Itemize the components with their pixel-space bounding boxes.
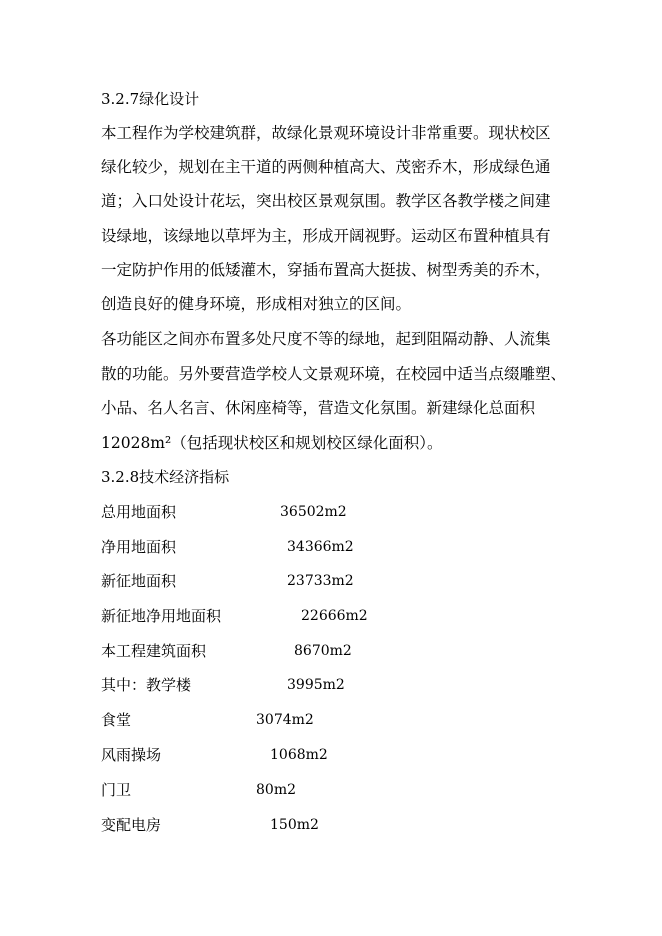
indicator-value: 22666m2 (301, 608, 368, 624)
paragraph-line: 12028m²（包括现状校区和规划校区绿化面积）。 (101, 434, 443, 452)
indicator-value: 36502m2 (280, 504, 347, 520)
section-heading-indicators: 3.2.8技术经济指标 (101, 468, 230, 486)
indicator-value: 3074m2 (256, 712, 314, 728)
paragraph-line: 设绿地，该绿地以草坪为主，形成开阔视野。运动区布置种植具有 (101, 227, 551, 245)
paragraph-line: 各功能区之间亦布置多处尺度不等的绿地，起到阻隔动静、人流集 (101, 330, 551, 348)
indicator-label: 新征地面积 (101, 572, 177, 590)
indicator-label: 门卫 (101, 781, 132, 799)
indicator-value: 150m2 (270, 817, 319, 833)
paragraph-line: 本工程作为学校建筑群，故绿化景观环境设计非常重要。现状校区 (101, 124, 551, 142)
paragraph-line: 创造良好的健身环境，形成相对独立的区间。 (101, 295, 412, 313)
paragraph-line: 道；入口处设计花坛，突出校区景观氛围。教学区各教学楼之间建 (101, 192, 551, 210)
indicator-label: 新征地净用地面积 (101, 607, 222, 625)
indicator-label: 变配电房 (101, 816, 162, 834)
indicator-value: 1068m2 (270, 747, 328, 763)
paragraph-line: 绿化较少，规划在主干道的两侧种植高大、茂密乔木，形成绿色通 (101, 158, 551, 176)
indicator-label: 净用地面积 (101, 538, 177, 556)
indicator-value: 8670m2 (294, 643, 352, 659)
paragraph-line: 小品、名人名言、休闲座椅等，营造文化氛围。新建绿化总面积 (101, 399, 536, 417)
indicator-value: 80m2 (256, 782, 296, 798)
paragraph-line: 散的功能。另外要营造学校人文景观环境，在校园中适当点缀雕塑、 (101, 365, 567, 383)
indicator-label: 本工程建筑面积 (101, 642, 207, 660)
indicator-label: 总用地面积 (101, 503, 177, 521)
paragraph-line: 一定防护作用的低矮灌木，穿插布置高大挺拔、树型秀美的乔木， (101, 261, 551, 279)
indicator-label: 风雨操场 (101, 746, 162, 764)
indicator-label: 食堂 (101, 711, 132, 729)
indicator-value: 3995m2 (287, 677, 345, 693)
indicator-label: 其中：教学楼 (101, 676, 192, 694)
indicator-value: 23733m2 (287, 573, 354, 589)
section-heading-greening: 3.2.7绿化设计 (101, 90, 200, 108)
indicator-value: 34366m2 (287, 539, 354, 555)
